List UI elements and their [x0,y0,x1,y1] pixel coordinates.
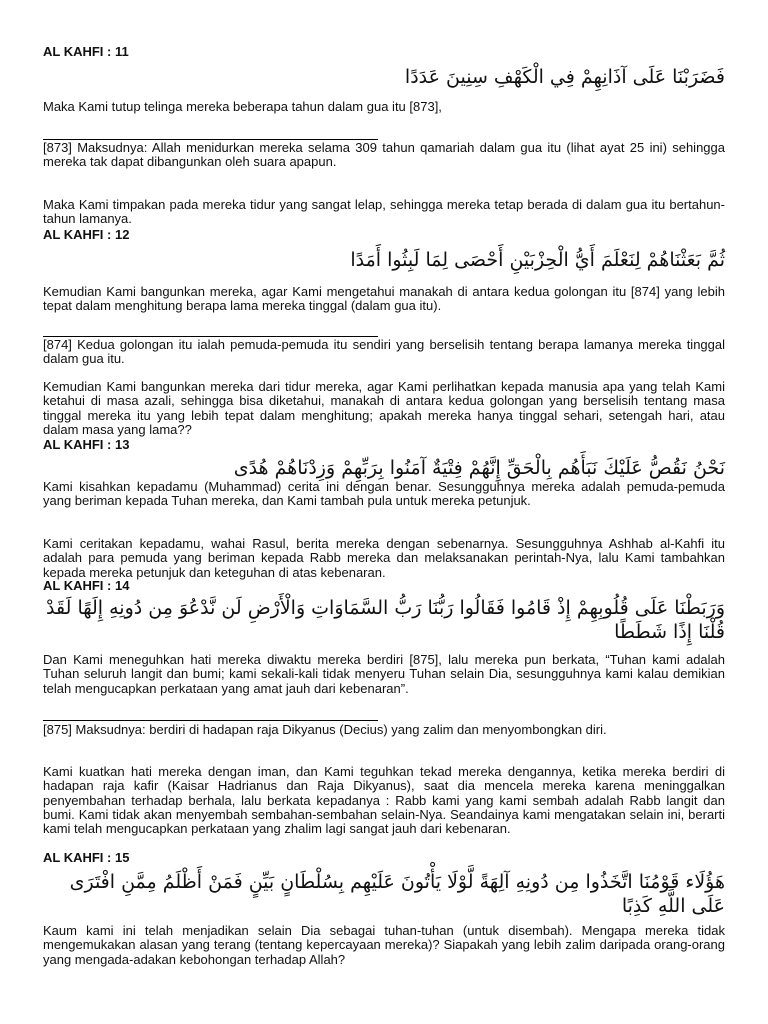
footnote-divider [43,720,378,721]
tafsir-paragraph: Kami kuatkan hati mereka dengan iman, dan Kami teguhkan tekad mereka dengannya, ketika mereka berdiri di hadapan raja kafir (Kaisar Hadrianus dan Raja Dikyanus), saat dia mencela mereka karena meninggalkan penyembahan terhadap berhala, lalu berkata kepadanya : Rabb kami yang kami sembah adalah Rabb langit dan bumi. Kami tidak akan menyembah sembahan-sembahan selain-Nya. Seandainya kami mengatakan selain ini, berarti kami telah mengucapkan perkataan yang zhalim lagi sangat jauh dari kebenaran. [43,764,725,837]
footnote: [875] Maksudnya: berdiri di hadapan raja Dikyanus (Decius) yang zalim dan menyombongkan diri. [43,722,607,737]
translation-paragraph: Kami kisahkan kepadamu (Muhammad) cerita ini dengan benar. Sesungguhnya mereka adalah pemuda-pemuda yang beriman kepada Tuhan mereka, dan Kami tambah pula untuk mereka petunjuk. [43,479,725,509]
arabic-verse: فَضَرَبْنَا عَلَى آذَانِهِمْ فِي الْكَهْفِ سِنِينَ عَدَدًا [404,66,725,88]
footnote: [873] Maksudnya: Allah menidurkan mereka selama 309 tahun qamariah dalam gua itu (lihat ayat 25 ini) sehingga mereka tak dapat dibangunkan oleh suara apapun. [43,140,725,170]
surah-heading: AL KAHFI : 14 [43,578,130,593]
tafsir-paragraph: Kami ceritakan kepadamu, wahai Rasul, berita mereka dengan sebenarnya. Sesungguhnya Ashhab al-Kahfi itu adalah para pemuda yang beriman kepada Rabb mereka dan melaksanakan perintah-Nya, lalu Kami tambahkan kepada mereka petunjuk dan keteguhan di atas kebenaran. [43,536,725,580]
translation-paragraph: Dan Kami meneguhkan hati mereka diwaktu mereka berdiri [875], lalu mereka pun berkata, “Tuhan kami adalah Tuhan seluruh langit dan bumi; kami sekali-kali tidak menyeru Tuhan selain Dia, sesungguhnya kami kalau demikian telah mengucapkan perkataan yang amat jauh dari kebenaran”. [43,652,725,696]
arabic-verse: هَؤُلَاء قَوْمُنَا اتَّخَذُوا مِن دُونِهِ آلِهَةً لَّوْلَا يَأْتُونَ عَلَيْهِم بِسُلْطَانٍ بَيِّنٍ فَمَنْ أَظْلَمُ مِمَّنِ افْتَرَى عَلَى اللَّهِ كَذِبًا [69,871,725,917]
arabic-verse: نَحْنُ نَقُصُّ عَلَيْكَ نَبَأَهُم بِالْحَقِّ إِنَّهُمْ فِتْيَةٌ آمَنُوا بِرَبِّهِمْ وَزِدْنَاهُمْ هُدًى [233,457,725,479]
tafsir-paragraph: Maka Kami timpakan pada mereka tidur yang sangat lelap, sehingga mereka tetap berada di dalam gua itu bertahun-tahun lamanya. [43,197,725,227]
arabic-verse: ثُمَّ بَعَثْنَاهُمْ لِنَعْلَمَ أَيُّ الْحِزْبَيْنِ أَحْصَى لِمَا لَبِثُوا أَمَدًا [350,249,725,271]
surah-heading: AL KAHFI : 12 [43,227,130,242]
translation-paragraph: Maka Kami tutup telinga mereka beberapa tahun dalam gua itu [873], [43,99,442,114]
surah-heading: AL KAHFI : 11 [43,44,129,59]
footnote: [874] Kedua golongan itu ialah pemuda-pemuda itu sendiri yang berselisih tentang berapa lamanya mereka tinggal dalam gua itu. [43,337,725,367]
arabic-verse: وَرَبَطْنَا عَلَى قُلُوبِهِمْ إِذْ قَامُوا فَقَالُوا رَبُّنَا رَبُّ السَّمَاوَاتِ وَالْأَرْضِ لَن نَّدْعُوَ مِن دُونِهِ إِلَهًا لَقَدْ قُلْنَا إِذًا شَطَطًا [46,597,725,643]
surah-heading: AL KAHFI : 13 [43,437,130,452]
tafsir-paragraph: Kemudian Kami bangunkan mereka dari tidur mereka, agar Kami perlihatkan kepada manusia apa yang telah Kami ketahui di masa azali, sehingga bisa diketahui, manakah di antara kedua golongan yang berselisih tentang masa tinggal mereka itu yang lebih tepat dalam menghitung; apakah mereka hanya tinggal sehari, setengah hari, atau dalam masa yang lama?? [43,379,725,437]
surah-heading: AL KAHFI : 15 [43,850,130,865]
translation-paragraph: Kaum kami ini telah menjadikan selain Dia sebagai tuhan-tuhan (untuk disembah). Mengapa mereka tidak mengemukakan alasan yang terang (tentang kepercayaan mereka)? Siapakah yang lebih zalim daripada orang-orang yang mengada-adakan kebohongan terhadap Allah? [43,923,725,967]
translation-paragraph: Kemudian Kami bangunkan mereka, agar Kami mengetahui manakah di antara kedua golongan itu [874] yang lebih tepat dalam menghitung berapa lama mereka tinggal (dalam gua itu). [43,284,725,314]
